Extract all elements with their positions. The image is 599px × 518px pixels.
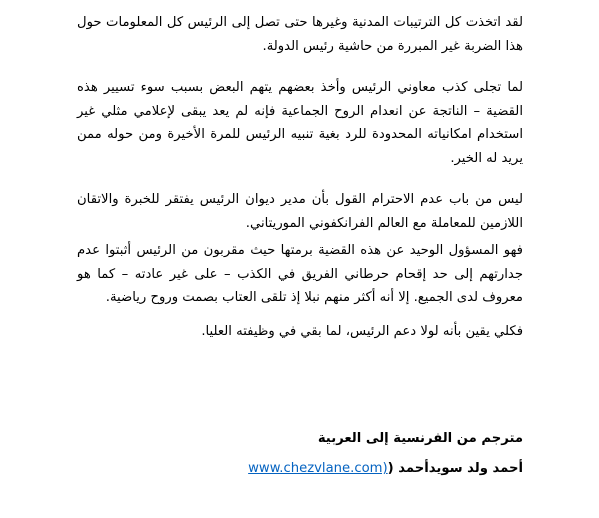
paragraph-5: فكلي يقين بأنه لولا دعم الرئيس، لما بقي في وظيفته العليا. <box>201 324 523 339</box>
paragraph-3: ليس من باب عدم الاحترام القول بأن مدير ديوان الرئيس يفتقر للخبرة والاتقان اللازمين للمعاملة مع العالم الفرانكفوني الموريتاني. <box>77 192 523 231</box>
author-signature <box>248 459 523 479</box>
website-link[interactable]: www.chezvlane.com) <box>248 461 388 476</box>
paragraph-2: لما تجلى كذب معاوني الرئيس وأخذ بعضهم يتهم البعض بسبب سوء تسيير هذه القضية – الناتجة عن انعدام الروح الجماعية فإنه لم يعد يبقى لإعلامي مثلي غير استخدام امكانياته المحدودة للرد بغية تنبيه الرئيس للمرة الأخيرة ومن حوله ممن يريد له الخير. <box>77 80 523 166</box>
paragraph-4: فهو المسؤول الوحيد عن هذه القضية برمتها حيث مقربون من الرئيس أثبتوا عدم جدارتهم إلى حد إقحام حرطاني الفريق في الكذب – على غير عادته – كما هو معروف لدى الجميع. إلا أنه أكثر منهم نبلا إذ تلقى العتاب بصمت وروح رياضية. <box>77 243 523 305</box>
paragraph-1: لقد اتخذت كل الترتيبات المدنية وغيرها حتى تصل إلى الرئيس كل المعلومات حول هذا الضربة غير المبررة من حاشية رئيس الدولة. <box>77 15 523 54</box>
translator-line: مترجم من الفرنسية إلى العربية <box>317 431 523 446</box>
author-name: أحمد ولد سويدأحمد ( <box>387 461 523 476</box>
